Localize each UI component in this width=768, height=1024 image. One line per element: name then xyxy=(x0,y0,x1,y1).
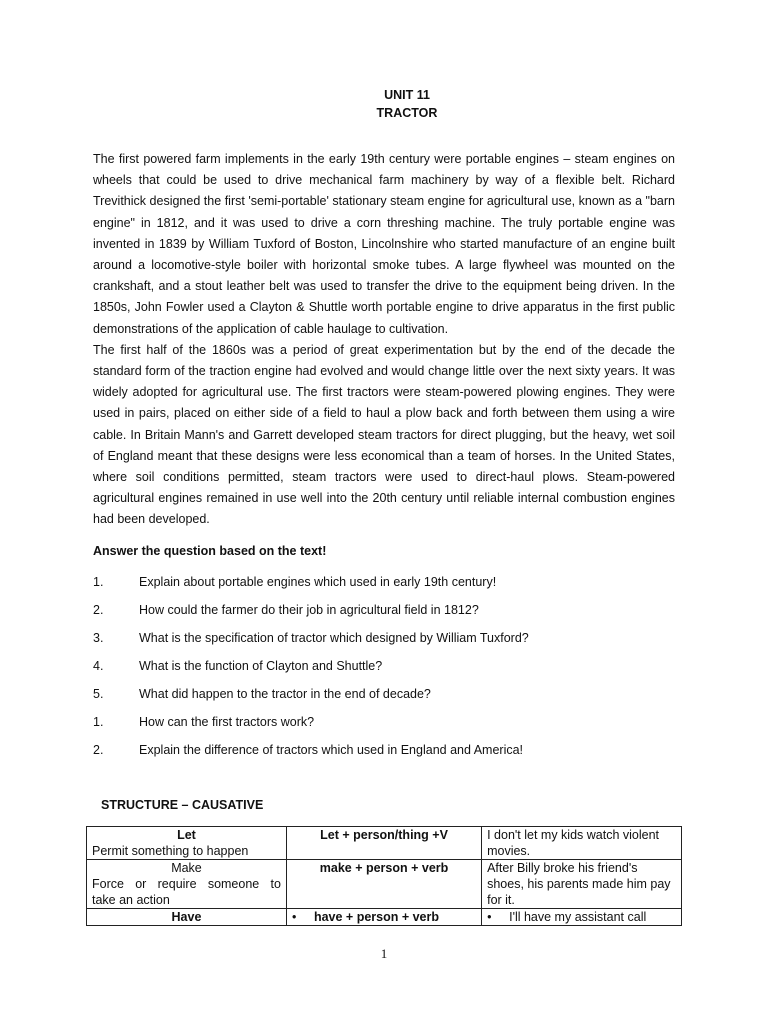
question-number: 4. xyxy=(93,659,104,673)
question-item xyxy=(93,659,683,687)
question-number: 5. xyxy=(93,687,104,701)
pattern-text: have + person + verb xyxy=(313,910,440,924)
term-cell xyxy=(87,909,287,926)
term-label: Let xyxy=(177,828,196,842)
question-number: 3. xyxy=(93,631,104,645)
pattern-cell xyxy=(286,909,481,926)
term-meaning-continued: take an action xyxy=(92,893,170,907)
pattern-cell: make + person + verb xyxy=(286,860,481,909)
question-item xyxy=(93,575,683,603)
bullet-icon xyxy=(487,910,509,924)
question-list xyxy=(93,575,683,771)
reading-text xyxy=(93,149,675,531)
question-item xyxy=(93,603,683,631)
paragraph-2: The first half of the 1860s was a period of great experimentation but by the end of the decade the standard form of the traction engine had evolved and would change little over the next sixty years. It was widely adopted for agricultural use. The first tractors were steam-powered plowing engines. They were used in pairs, placed on either side of a field to haul a plow back and forth between them using a wire cable. In Britain Mann's and Garrett developed steam tractors for direct plugging, but the heavy, wet soil of England meant that these designs were less economical than a team of horses. In the United States, where soil conditions permitted, steam tractors were used to direct-haul plows. Steam-powered agricultural engines remained in use well into the 20th century until reliable internal combustion engines had been developed. xyxy=(93,342,675,527)
example-cell xyxy=(482,909,682,926)
question-number: 1. xyxy=(93,715,104,729)
question-item xyxy=(93,743,683,771)
term-meaning: Force or require someone to xyxy=(92,877,281,891)
title-block xyxy=(0,86,768,122)
term-label: Make xyxy=(171,861,202,875)
paragraph-1: The first powered farm implements in the early 19th century were portable engines – steam engines on wheels that could be used to drive mechanical farm machinery by way of a flexible belt. Richard Trevithick designed the first 'semi-portable' stationary steam engine for agricultural use, known as a "barn engine" in 1812, and it was used to drive a corn threshing machine. The truly portable engine was invented in 1839 by William Tuxford of Boston, Lincolnshire who started manufacture of an engine built around a locomotive-style boiler with horizontal smoke tubes. A large flywheel was mounted on the crankshaft, and a stout leather belt was used to transfer the drive to the equipment being driven. In the 1850s, John Fowler used a Clayton & Shuttle worth portable engine to drive apparatus in the first public demonstrations of the application of cable haulage to cultivation. xyxy=(93,152,675,336)
example-cell: I don't let my kids watch violent movies. xyxy=(482,827,682,860)
term-meaning: Permit something to happen xyxy=(92,844,249,858)
question-item xyxy=(93,715,683,743)
page-number: 1 xyxy=(380,946,388,961)
table-row xyxy=(87,860,682,909)
question-item xyxy=(93,687,683,715)
table-row xyxy=(87,827,682,860)
question-number: 2. xyxy=(93,603,104,617)
causative-table xyxy=(86,826,682,926)
structure-heading: STRUCTURE – CAUSATIVE xyxy=(101,798,264,812)
term-label: Have xyxy=(171,910,202,924)
question-text: What is the function of Clayton and Shuttle? xyxy=(139,659,383,673)
question-text: What did happen to the tractor in the end of decade? xyxy=(139,687,431,701)
example-text: I'll have my assistant call xyxy=(509,910,647,924)
term-cell xyxy=(87,860,287,909)
bullet-icon xyxy=(292,910,314,924)
term-cell xyxy=(87,827,287,860)
question-text: Explain the difference of tractors which used in England and America! xyxy=(139,743,524,757)
question-text: How can the first tractors work? xyxy=(139,715,315,729)
page-title: TRACTOR xyxy=(376,106,438,120)
question-text: What is the specification of tractor which designed by William Tuxford? xyxy=(139,631,529,645)
question-text: How could the farmer do their job in agricultural field in 1812? xyxy=(139,603,479,617)
question-text: Explain about portable engines which used in early 19th century! xyxy=(139,575,497,589)
question-number: 2. xyxy=(93,743,104,757)
pattern-cell: Let + person/thing +V xyxy=(286,827,481,860)
table-row xyxy=(87,909,682,926)
unit-label: UNIT 11 xyxy=(384,88,430,102)
question-number: 1. xyxy=(93,575,104,589)
example-cell: After Billy broke his friend's shoes, his parents made him pay for it. xyxy=(482,860,682,909)
question-item xyxy=(93,631,683,659)
questions-heading: Answer the question based on the text! xyxy=(93,544,327,558)
